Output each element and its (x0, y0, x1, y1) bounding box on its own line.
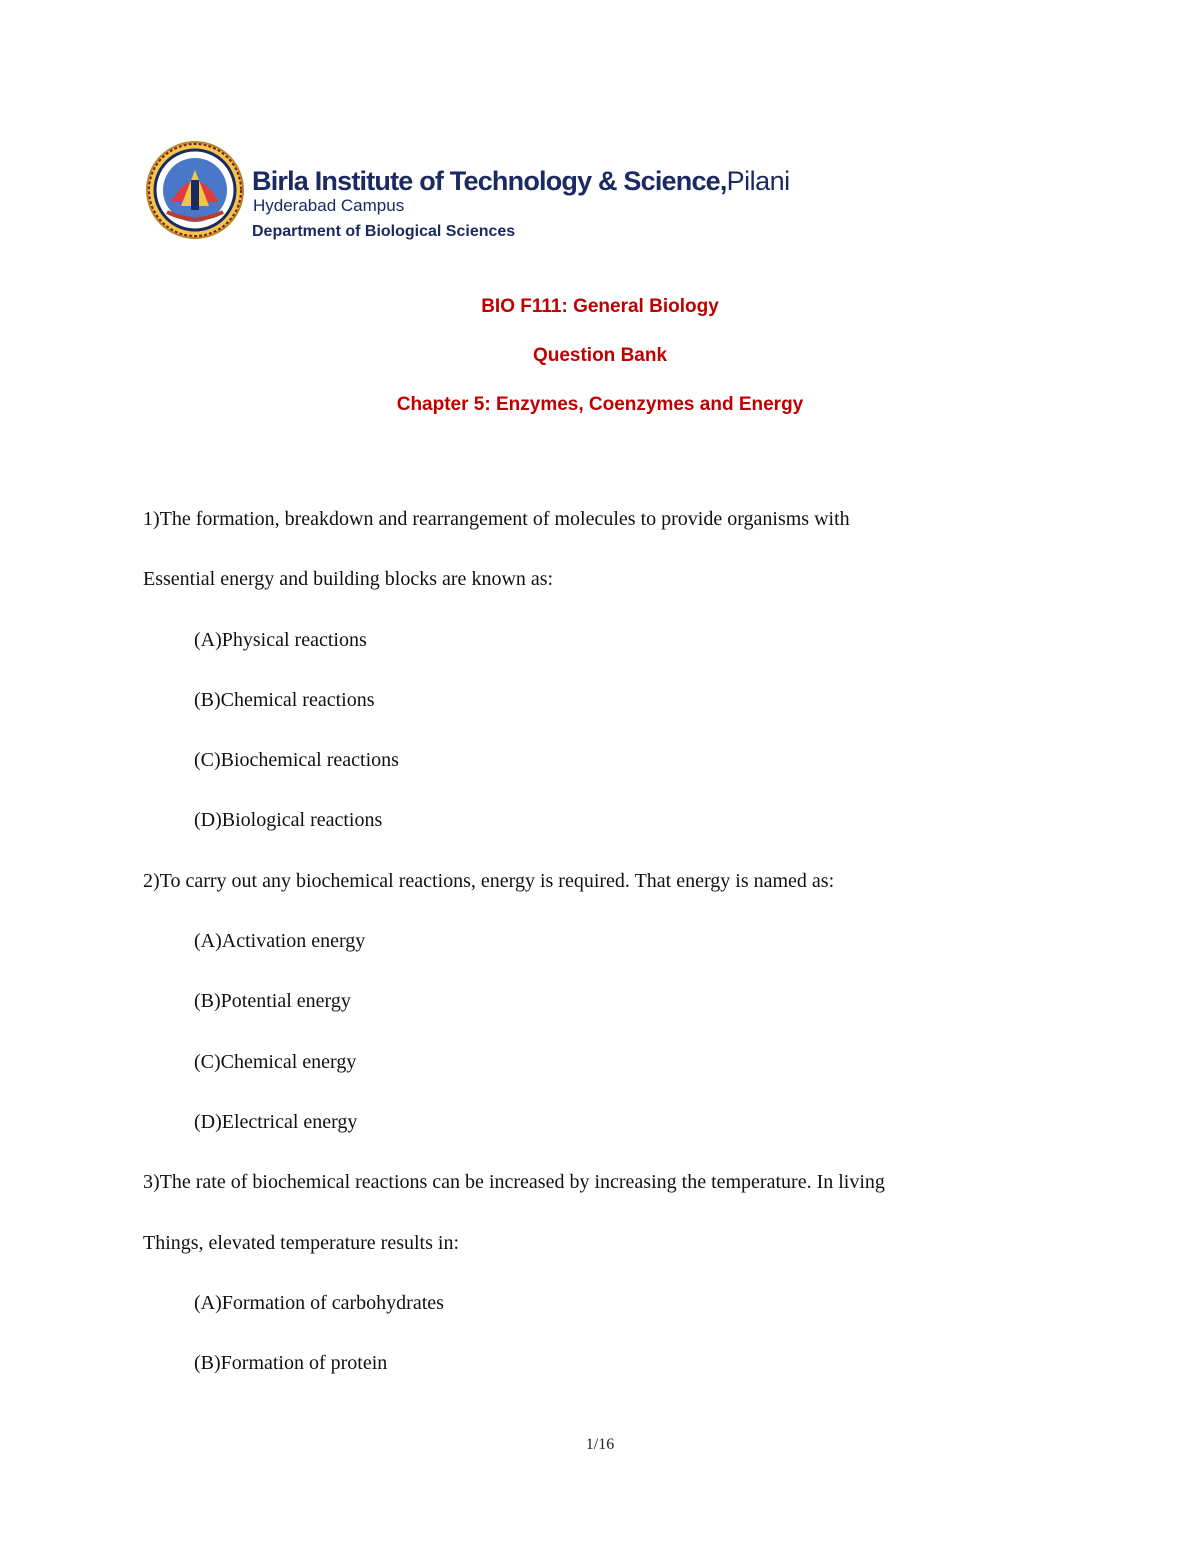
answer-option: (B)Potential energy (194, 990, 351, 1013)
institute-header (145, 140, 845, 250)
chapter-title: Chapter 5: Enzymes, Coenzymes and Energy (396, 394, 804, 415)
institute-name (252, 166, 790, 197)
question-stem-line: Things, elevated temperature results in: (143, 1231, 460, 1254)
answer-option: (C)Biochemical reactions (194, 749, 399, 772)
question-stem-line: 3)The rate of biochemical reactions can be increased by increasing the temperature. In living (143, 1171, 885, 1194)
answer-option: (D)Biological reactions (194, 809, 383, 832)
department-name: Department of Biological Sciences (252, 223, 516, 240)
answer-option: (B)Chemical reactions (194, 688, 375, 711)
institute-place: Pilani (726, 166, 790, 196)
answer-option: (A)Physical reactions (194, 628, 367, 651)
answer-option: (D)Electrical energy (194, 1110, 358, 1133)
answer-option: (A)Activation energy (194, 930, 366, 953)
answer-option: (B)Formation of protein (194, 1352, 388, 1375)
question-stem-line: 1)The formation, breakdown and rearrangement of molecules to provide organisms with (143, 508, 850, 530)
campus-name: Hyderabad Campus (253, 196, 405, 215)
answer-option: (C)Chemical energy (194, 1050, 357, 1073)
page-number: 1/16 (585, 1436, 615, 1453)
question-stem-line: 2)To carry out any biochemical reactions, energy is required. That energy is named as: (143, 869, 835, 892)
answer-option: (A)Formation of carbohydrates (194, 1291, 444, 1314)
document-titles (0, 294, 1200, 441)
course-title: BIO F111: General Biology (481, 296, 719, 317)
doc-type-title: Question Bank (532, 345, 668, 366)
question-stem-line: Essential energy and building blocks are known as: (143, 568, 554, 591)
institute-name-main: Birla Institute of Technology & Science, (252, 166, 727, 196)
question-list (143, 506, 1093, 1410)
bits-pilani-seal-icon (145, 140, 245, 240)
